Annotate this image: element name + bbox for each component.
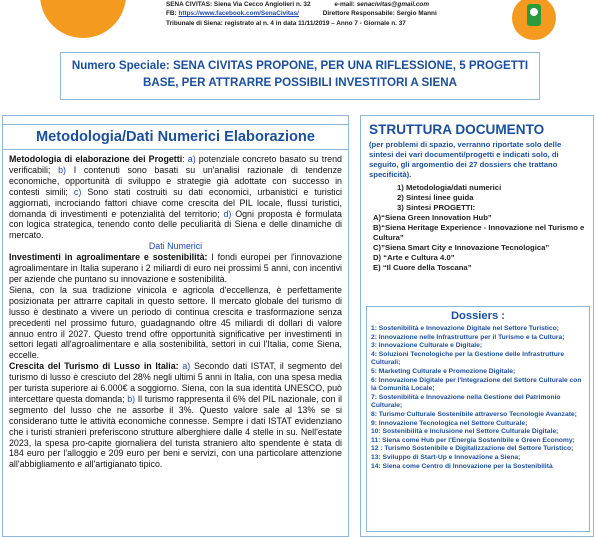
luxury-a: Secondo dati ISTAT, il segmento del turismo di lusso è cresciuto del 28% negli ultimi 5 anni in Italia, con una spesa media per turista superiore ai 6.000€ a soggiorno. Siena, con la sua identità UNESCO, può intercettare questa domanda;	[9, 361, 343, 404]
project-item: C)”Siena Smart City e Innovazione Tecnologica”	[373, 243, 550, 252]
dossier-item: 2: Innovazione nelle Infrastrutture per il Turismo e la Cultura;	[371, 333, 565, 341]
methodology-column	[2, 115, 349, 537]
methodology-b: I contenuti sono basati su un'analisi razionale di tendenze economiche, opportunità di sviluppo e strategie già adottate con successo in contesti simili;	[9, 164, 342, 197]
structure-item: 1) Metodologia/dati numerici	[397, 183, 502, 192]
luxury-b: Il turismo rappresenta il 6% del PIL nazionale, con il segmento del lusso che ne assorbe il 3%. Questo valore sale al 13% se si considerano tutte le attività economiche connesse. Sempre i dati ISTAT evidenziano che i turisti stranieri preferiscono strutture alberghiere dalle 4 stelle in su. Nell'estate 2023, la spesa pro-capite giornaliera del turista straniero alto spendente è stata di 184 euro per l'alloggio e 209 euro per beni e servizi, con una particolare attenzione all'abbigliamento e all'artigianato tipico.	[9, 393, 343, 470]
dossier-item: 5: Marketing Culturale e Promozione Digitale;	[371, 367, 516, 375]
masthead-email-label: e-mail:	[334, 1, 355, 8]
masthead-line-1	[166, 0, 506, 9]
label-b: b)	[58, 164, 67, 175]
structure-item: 2) Sintesi linee guida	[397, 193, 474, 202]
dossier-item: 9: Innovazione Tecnologica nel Settore Culturale;	[371, 419, 528, 427]
project-item: E) “Il Cuore della Toscana”	[373, 263, 472, 272]
siena-text: Siena, con la sua tradizione vinicola e agricola d'eccellenza, è perfettamente posizionata per attrarre capitali in questo settore. Il mercato globale del turismo di lusso è destinato a vivere un periodo di continua crescita e trasformazione senza precedenti nel prossimo futuro, guadagnando oltre 45 miliardi di dollari di valore annuo entro il 2027. Questo trend offre opportunità significative per investimenti in settori legati all'agroalimentare e alla sostenibilità, settori in cui l'Italia, come Siena, eccelle.	[9, 284, 342, 361]
label-a: a)	[187, 154, 196, 164]
methodology-a: potenziale concreto basato su trend verificabili;	[9, 154, 342, 175]
label-d: d)	[223, 208, 232, 219]
project-item: A)“Siena Green Innovation Hub”	[373, 213, 492, 222]
methodology-text: Metodologia di elaborazione dei Progetti: a) potenziale concreto basato su trend verificabili; b) I contenuti sono basati su un'analisi razionale di tendenze economiche, opportunità di sviluppo e strategie già adottate con successo in contesti simili; c) Sono stati costruiti su dati economici, urbanistici e turistici aggiornati, incrociando fattori chiave come crescita del PIL locale, flussi turistici, domanda di investimenti e potenzialità del territorio; d) Ogni proposta è formulata con logica strategica, tenendo conto delle peculiarità di Siena e delle dinamiche di mercato. Dati Numerici Investimenti in agroalimentare e sostenibilità: I fondi europei per l'innovazione agroalimentare in Italia superano i 2 miliardi di euro nei prossimi 5 anni, con incentivi per aziende che puntano su innovazione e sostenibilità. Siena, con la sua tradizione vinicola e agricola d'eccellenza, è perfettamente posizionata per attrarre capitali in questo settore. Il mercato globale del turismo di lusso è destinato a vivere un periodo di continua crescita e trasformazione senza precedenti nel prossimo futuro, guadagnando oltre 45 miliardi di dollari di valore annuo entro il 2027. Questo trend offre opportunità significative per investimenti in settori legati all'agroalimentare e alla sostenibilità, settori in cui l'Italia, come Siena, eccelle. Crescita del Turismo di Lusso in Italia: a) Secondo dati ISTAT, il segmento del turismo di lusso è cresciuto del 28% negli ultimi 5 anni in Italia, con una spesa media per turista superiore ai 6.000€ a soggiorno. Siena, con la sua identità UNESCO, può intercettare questa domanda; b) Il turismo rappresenta il 6% del PIL nazionale, con il segmento del lusso che ne assorbe il 3%. Questo valore sale al 13% se si considerano tutte le attività economiche connesse. Sempre i dati ISTAT evidenziano che i turisti stranieri preferiscono strutture alberghiere dalle 4 stelle in su. Nell'estate 2023, la spesa pro-capite giornaliera del turista straniero alto spendente è stata di 184 euro per l'alloggio e 209 euro per beni e servizi, con una particolare attenzione all'abbigliamento e all'artigianato tipico.	[9, 154, 343, 470]
methodology-heading: Metodologia/Dati Numerici Elaborazione	[36, 129, 315, 145]
label-luxury-b: b)	[127, 393, 136, 404]
label-luxury-a: a)	[182, 361, 191, 372]
dossiers-list	[371, 325, 585, 471]
special-issue-banner	[60, 52, 540, 100]
facebook-link[interactable]: https://www.facebook.com/SenaCivitas/	[178, 10, 299, 18]
masthead-address: SENA CIVITAS: Siena Via Cecco Angiolieri n. 32	[166, 1, 311, 8]
luxury-lead: Crescita del Turismo di Lusso in Italia:	[9, 361, 179, 372]
structure-item: 3) Sintesi PROGETTI:	[397, 203, 476, 212]
label-c: c)	[73, 186, 82, 197]
masthead-email[interactable]: senacivitas@gmail.com	[356, 1, 430, 8]
structure-list	[361, 183, 593, 213]
dossiers-heading: Dossiers :	[450, 310, 506, 322]
masthead-line-2	[166, 9, 506, 18]
dossier-item: 3: Innovazione Culturale e Digitale;	[371, 342, 483, 350]
dossier-item: 14: Siena come Centro di Innovazione per la Sostenibilità	[371, 462, 553, 470]
masthead-fb-label: FB:	[166, 10, 177, 18]
masthead-director: Direttore Responsabile: Sergio Manni	[322, 10, 437, 18]
masthead	[166, 0, 506, 28]
project-item: D) “Arte e Cultura 4.0”	[373, 253, 455, 262]
dossier-item: 4: Soluzioni Tecnologiche per la Gestione delle Infrastrutture Culturali;	[371, 350, 565, 367]
dossier-item: 10: Sostenibilità e Inclusione nel Settore Culturale Digitale;	[371, 428, 559, 436]
methodology-d: Ogni proposta è formulata con logica strategica, tenendo conto delle peculiarità di Siena e delle dinamiche di mercato.	[9, 208, 342, 241]
methodology-c: Sono stati costruiti su dati economici, urbanistici e turistici aggiornati, incrociando fattori chiave come crescita del PIL locale, flussi turistici, domanda di investimenti e potenzialità del territorio;	[9, 186, 342, 219]
dossier-item: 12 : Turismo Sostenibile e Digitalizzazione del Settore Turistico;	[371, 445, 574, 453]
structure-title: STRUTTURA DOCUMENTO	[369, 122, 545, 137]
logo-mark-icon	[527, 4, 541, 26]
dossiers-box	[366, 306, 590, 532]
dossier-item: 13: Sviluppo di Start-Up e Innovazione a Siena;	[371, 453, 521, 461]
project-item: B)“Siena Heritage Experience - Innovazione nel Turismo e Cultura”	[373, 223, 585, 242]
logo-left	[40, 0, 126, 38]
dossier-item: 7: Sostenibilità e Innovazione nella Gestione del Patrimonio Culturale;	[371, 393, 561, 410]
logo-right	[512, 0, 556, 40]
dossier-item: 8: Turismo Culturale Sostenibile attraverso Tecnologie Avanzate;	[371, 410, 577, 418]
agro-lead: Investimenti in agroalimentare e sostenibilità:	[9, 252, 208, 263]
methodology-heading-bar	[3, 124, 348, 150]
agro-text: I fondi europei per l'innovazione agroalimentare in Italia superano i 2 miliardi di euro nei prossimi 5 anni, con incentivi per aziende che puntano su innovazione e sostenibilità.	[9, 252, 343, 284]
dossier-item: 11: Siena come Hub per l'Energia Sostenibile e Green Economy;	[371, 436, 575, 444]
banner-title: Numero Speciale: SENA CIVITAS PROPONE, PER UNA RIFLESSIONE, 5 PROGETTI BASE, PER ATTRARRE POSSIBILI INVESTITORI A SIENA	[71, 59, 529, 89]
dossier-item: 1: Sostenibilità e Innovazione Digitale nel Settore Turistico;	[371, 325, 559, 332]
dati-numerici-heading: Dati Numerici	[148, 241, 203, 252]
masthead-line-3: Tribunale di Siena: registrato al n. 4 in data 11/11/2019 – Anno 7 - Giornale n. 37	[166, 19, 406, 27]
methodology-lead: Metodologia di elaborazione dei Progetti	[9, 154, 183, 164]
structure-note: (per problemi di spazio, verranno riportate solo delle sintesi dei vari documenti/progetti e indicati solo, di seguito, gli argomentio dei 27 dossiers che trattano specificità).	[369, 140, 562, 179]
dossier-item: 6: Innovazione Digitale per l'Integrazione del Settore Culturale con la Comunità Locale;	[371, 376, 582, 393]
